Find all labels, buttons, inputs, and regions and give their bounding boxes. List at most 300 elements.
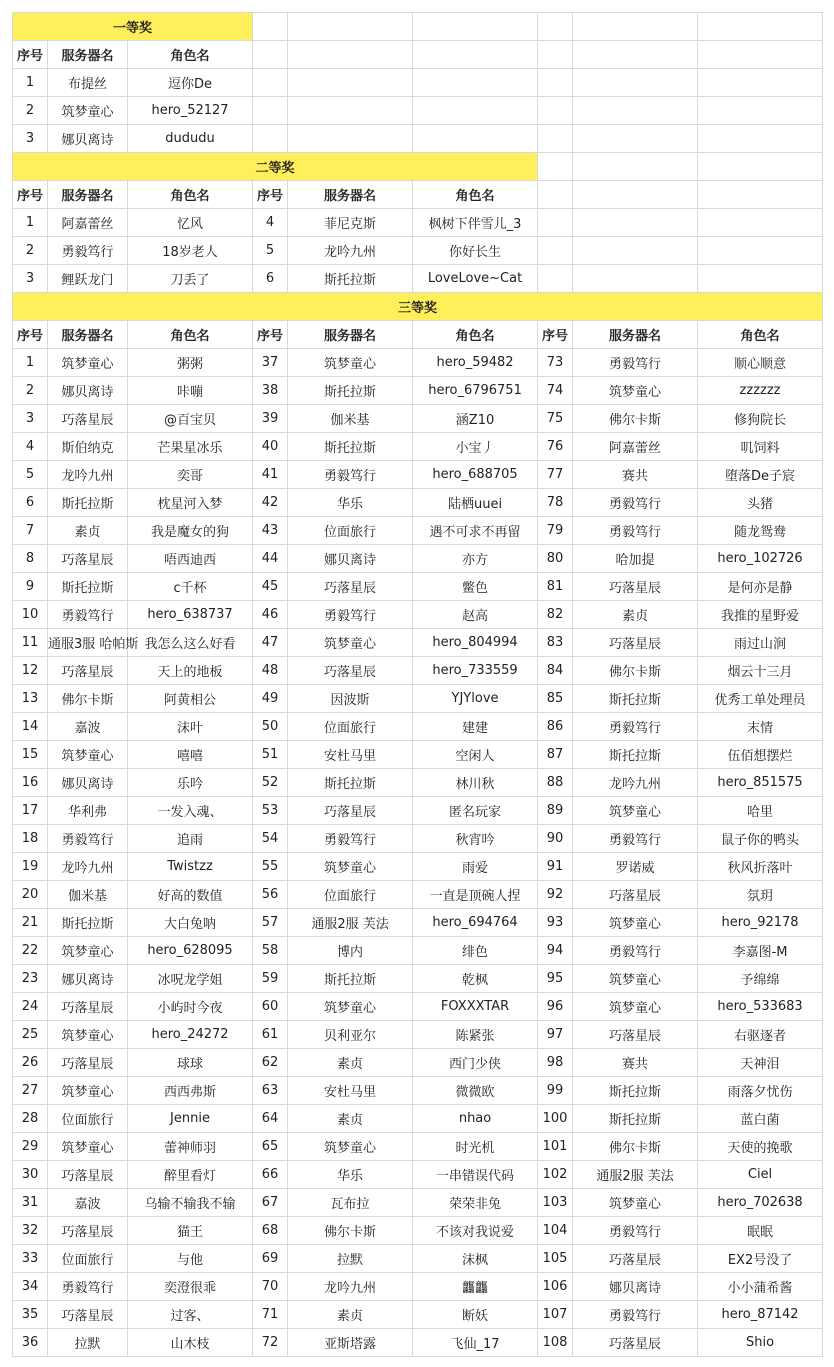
- empty-cell[interactable]: [413, 41, 538, 69]
- third-prize-role-cell[interactable]: hero_851575: [698, 769, 823, 797]
- first-prize-server-cell[interactable]: 布提丝: [48, 69, 128, 97]
- third-prize-role-cell[interactable]: hero_87142: [698, 1301, 823, 1329]
- third-prize-role-cell[interactable]: 西西弗斯: [128, 1077, 253, 1105]
- third-prize-server-cell[interactable]: 筑梦童心: [573, 909, 698, 937]
- third-prize-role-cell[interactable]: 奕澄很乖: [128, 1273, 253, 1301]
- third-prize-seq-cell[interactable]: 105: [538, 1245, 573, 1273]
- empty-cell[interactable]: [538, 209, 573, 237]
- third-prize-server-cell[interactable]: 龙吟九州: [288, 1273, 413, 1301]
- third-prize-seq-cell[interactable]: 99: [538, 1077, 573, 1105]
- first-prize-role-cell[interactable]: 逗你De: [128, 69, 253, 97]
- third-prize-seq-cell[interactable]: 64: [253, 1105, 288, 1133]
- second-prize-role-cell[interactable]: 枫树下伴雪儿_3: [413, 209, 538, 237]
- third-prize-server-cell[interactable]: 巧落星辰: [48, 1049, 128, 1077]
- third-prize-seq-cell[interactable]: 106: [538, 1273, 573, 1301]
- third-prize-seq-cell[interactable]: 3: [13, 405, 48, 433]
- empty-cell[interactable]: [253, 13, 288, 41]
- third-prize-role-cell[interactable]: 大白兔呐: [128, 909, 253, 937]
- third-prize-role-cell[interactable]: 追雨: [128, 825, 253, 853]
- third-prize-server-cell[interactable]: 拉默: [288, 1245, 413, 1273]
- third-prize-server-cell[interactable]: 勇毅笃行: [48, 825, 128, 853]
- third-prize-seq-cell[interactable]: 68: [253, 1217, 288, 1245]
- header-server[interactable]: 服务器名: [48, 321, 128, 349]
- third-prize-seq-cell[interactable]: 26: [13, 1049, 48, 1077]
- third-prize-server-cell[interactable]: 勇毅笃行: [573, 937, 698, 965]
- third-prize-server-cell[interactable]: 位面旅行: [288, 517, 413, 545]
- third-prize-server-cell[interactable]: 斯托拉斯: [48, 909, 128, 937]
- third-prize-seq-cell[interactable]: 85: [538, 685, 573, 713]
- third-prize-server-cell[interactable]: 筑梦童心: [288, 993, 413, 1021]
- third-prize-server-cell[interactable]: 通服3服 哈帕斯: [48, 629, 128, 657]
- third-prize-seq-cell[interactable]: 108: [538, 1329, 573, 1357]
- header-role[interactable]: 角色名: [698, 321, 823, 349]
- header-role[interactable]: 角色名: [128, 181, 253, 209]
- empty-cell[interactable]: [253, 97, 288, 125]
- third-prize-role-cell[interactable]: 叽饲料: [698, 433, 823, 461]
- third-prize-seq-cell[interactable]: 104: [538, 1217, 573, 1245]
- third-prize-seq-cell[interactable]: 4: [13, 433, 48, 461]
- third-prize-seq-cell[interactable]: 22: [13, 937, 48, 965]
- third-prize-role-cell[interactable]: 醉里看灯: [128, 1161, 253, 1189]
- first-prize-seq-cell[interactable]: 1: [13, 69, 48, 97]
- third-prize-server-cell[interactable]: 嘉波: [48, 1189, 128, 1217]
- empty-cell[interactable]: [573, 237, 698, 265]
- third-prize-role-cell[interactable]: 断妖: [413, 1301, 538, 1329]
- third-prize-seq-cell[interactable]: 21: [13, 909, 48, 937]
- third-prize-seq-cell[interactable]: 18: [13, 825, 48, 853]
- third-prize-seq-cell[interactable]: 59: [253, 965, 288, 993]
- third-prize-server-cell[interactable]: 巧落星辰: [48, 1301, 128, 1329]
- third-prize-seq-cell[interactable]: 76: [538, 433, 573, 461]
- third-prize-seq-cell[interactable]: 55: [253, 853, 288, 881]
- empty-cell[interactable]: [573, 69, 698, 97]
- third-prize-role-cell[interactable]: 头猪: [698, 489, 823, 517]
- third-prize-role-cell[interactable]: hero_688705: [413, 461, 538, 489]
- third-prize-seq-cell[interactable]: 52: [253, 769, 288, 797]
- third-prize-server-cell[interactable]: 勇毅笃行: [573, 713, 698, 741]
- third-prize-seq-cell[interactable]: 7: [13, 517, 48, 545]
- third-prize-server-cell[interactable]: 筑梦童心: [48, 1021, 128, 1049]
- third-prize-seq-cell[interactable]: 20: [13, 881, 48, 909]
- third-prize-seq-cell[interactable]: 8: [13, 545, 48, 573]
- empty-cell[interactable]: [538, 265, 573, 293]
- empty-cell[interactable]: [253, 125, 288, 153]
- third-prize-role-cell[interactable]: 一直是顶碗人捏: [413, 881, 538, 909]
- third-prize-seq-cell[interactable]: 6: [13, 489, 48, 517]
- third-prize-server-cell[interactable]: 勇毅笃行: [288, 461, 413, 489]
- third-prize-server-cell[interactable]: 因波斯: [288, 685, 413, 713]
- third-prize-server-cell[interactable]: 亚斯塔露: [288, 1329, 413, 1357]
- third-prize-role-cell[interactable]: Twistzz: [128, 853, 253, 881]
- second-prize-seq-cell[interactable]: 2: [13, 237, 48, 265]
- third-prize-seq-cell[interactable]: 34: [13, 1273, 48, 1301]
- third-prize-seq-cell[interactable]: 98: [538, 1049, 573, 1077]
- third-prize-server-cell[interactable]: 筑梦童心: [288, 853, 413, 881]
- third-prize-role-cell[interactable]: 氛玥: [698, 881, 823, 909]
- second-prize-server-cell[interactable]: 勇毅笃行: [48, 237, 128, 265]
- empty-cell[interactable]: [538, 13, 573, 41]
- third-prize-role-cell[interactable]: 李嘉图-M: [698, 937, 823, 965]
- third-prize-server-cell[interactable]: 筑梦童心: [48, 741, 128, 769]
- third-prize-role-cell[interactable]: 一发入魂、: [128, 797, 253, 825]
- header-seq[interactable]: 序号: [253, 181, 288, 209]
- third-prize-server-cell[interactable]: 筑梦童心: [288, 1133, 413, 1161]
- third-prize-role-cell[interactable]: 乾枫: [413, 965, 538, 993]
- third-prize-server-cell[interactable]: 斯托拉斯: [573, 1105, 698, 1133]
- third-prize-role-cell[interactable]: 阿黄相公: [128, 685, 253, 713]
- third-prize-seq-cell[interactable]: 89: [538, 797, 573, 825]
- third-prize-seq-cell[interactable]: 61: [253, 1021, 288, 1049]
- third-prize-server-cell[interactable]: 筑梦童心: [48, 937, 128, 965]
- third-prize-server-cell[interactable]: 巧落星辰: [573, 1329, 698, 1357]
- empty-cell[interactable]: [288, 69, 413, 97]
- third-prize-server-cell[interactable]: 巧落星辰: [288, 657, 413, 685]
- third-prize-server-cell[interactable]: 赛共: [573, 1049, 698, 1077]
- empty-cell[interactable]: [538, 41, 573, 69]
- empty-cell[interactable]: [253, 69, 288, 97]
- third-prize-server-cell[interactable]: 筑梦童心: [573, 377, 698, 405]
- third-prize-seq-cell[interactable]: 84: [538, 657, 573, 685]
- third-prize-seq-cell[interactable]: 49: [253, 685, 288, 713]
- third-prize-server-cell[interactable]: 巧落星辰: [573, 881, 698, 909]
- third-prize-server-cell[interactable]: 位面旅行: [288, 881, 413, 909]
- second-prize-server-cell[interactable]: 阿嘉蕾丝: [48, 209, 128, 237]
- third-prize-role-cell[interactable]: 与他: [128, 1245, 253, 1273]
- header-server[interactable]: 服务器名: [288, 181, 413, 209]
- third-prize-server-cell[interactable]: 位面旅行: [48, 1245, 128, 1273]
- third-prize-role-cell[interactable]: hero_733559: [413, 657, 538, 685]
- third-prize-role-cell[interactable]: hero_533683: [698, 993, 823, 1021]
- third-prize-seq-cell[interactable]: 33: [13, 1245, 48, 1273]
- third-prize-seq-cell[interactable]: 37: [253, 349, 288, 377]
- third-prize-server-cell[interactable]: 哈加提: [573, 545, 698, 573]
- third-prize-role-cell[interactable]: 秋宵吟: [413, 825, 538, 853]
- third-prize-server-cell[interactable]: 斯伯纳克: [48, 433, 128, 461]
- third-prize-server-cell[interactable]: 巧落星辰: [573, 573, 698, 601]
- third-prize-server-cell[interactable]: 拉默: [48, 1329, 128, 1357]
- empty-cell[interactable]: [573, 13, 698, 41]
- third-prize-seq-cell[interactable]: 102: [538, 1161, 573, 1189]
- third-prize-server-cell[interactable]: 伽米基: [288, 405, 413, 433]
- third-prize-server-cell[interactable]: 筑梦童心: [288, 349, 413, 377]
- third-prize-title[interactable]: 三等奖: [13, 293, 823, 321]
- third-prize-seq-cell[interactable]: 12: [13, 657, 48, 685]
- second-prize-role-cell[interactable]: 你好长生: [413, 237, 538, 265]
- third-prize-role-cell[interactable]: hero_59482: [413, 349, 538, 377]
- third-prize-server-cell[interactable]: 通服2服 芙法: [573, 1161, 698, 1189]
- third-prize-server-cell[interactable]: 龙吟九州: [573, 769, 698, 797]
- third-prize-seq-cell[interactable]: 48: [253, 657, 288, 685]
- third-prize-seq-cell[interactable]: 56: [253, 881, 288, 909]
- empty-cell[interactable]: [573, 97, 698, 125]
- third-prize-seq-cell[interactable]: 19: [13, 853, 48, 881]
- third-prize-role-cell[interactable]: hero_702638: [698, 1189, 823, 1217]
- second-prize-title[interactable]: 二等奖: [13, 153, 538, 181]
- third-prize-role-cell[interactable]: 赵高: [413, 601, 538, 629]
- third-prize-seq-cell[interactable]: 2: [13, 377, 48, 405]
- third-prize-role-cell[interactable]: 球球: [128, 1049, 253, 1077]
- third-prize-seq-cell[interactable]: 73: [538, 349, 573, 377]
- third-prize-server-cell[interactable]: 斯托拉斯: [288, 769, 413, 797]
- third-prize-seq-cell[interactable]: 65: [253, 1133, 288, 1161]
- third-prize-seq-cell[interactable]: 9: [13, 573, 48, 601]
- third-prize-seq-cell[interactable]: 63: [253, 1077, 288, 1105]
- third-prize-role-cell[interactable]: 末情: [698, 713, 823, 741]
- third-prize-role-cell[interactable]: 不该对我说爱: [413, 1217, 538, 1245]
- empty-cell[interactable]: [698, 125, 823, 153]
- third-prize-role-cell[interactable]: 沫叶: [128, 713, 253, 741]
- third-prize-role-cell[interactable]: 山木枝: [128, 1329, 253, 1357]
- third-prize-role-cell[interactable]: Jennie: [128, 1105, 253, 1133]
- third-prize-server-cell[interactable]: 赛共: [573, 461, 698, 489]
- third-prize-seq-cell[interactable]: 96: [538, 993, 573, 1021]
- third-prize-role-cell[interactable]: 冰呪龙学姐: [128, 965, 253, 993]
- empty-cell[interactable]: [573, 125, 698, 153]
- third-prize-role-cell[interactable]: EX2号没了: [698, 1245, 823, 1273]
- third-prize-role-cell[interactable]: hero_638737: [128, 601, 253, 629]
- header-seq[interactable]: 序号: [13, 181, 48, 209]
- third-prize-seq-cell[interactable]: 103: [538, 1189, 573, 1217]
- empty-cell[interactable]: [698, 97, 823, 125]
- third-prize-seq-cell[interactable]: 1: [13, 349, 48, 377]
- third-prize-seq-cell[interactable]: 51: [253, 741, 288, 769]
- third-prize-seq-cell[interactable]: 93: [538, 909, 573, 937]
- third-prize-role-cell[interactable]: 堕落De子宸: [698, 461, 823, 489]
- third-prize-server-cell[interactable]: 巧落星辰: [48, 993, 128, 1021]
- third-prize-server-cell[interactable]: 龙吟九州: [48, 853, 128, 881]
- third-prize-seq-cell[interactable]: 32: [13, 1217, 48, 1245]
- third-prize-server-cell[interactable]: 筑梦童心: [573, 993, 698, 1021]
- third-prize-seq-cell[interactable]: 57: [253, 909, 288, 937]
- third-prize-seq-cell[interactable]: 95: [538, 965, 573, 993]
- third-prize-role-cell[interactable]: 哈里: [698, 797, 823, 825]
- third-prize-seq-cell[interactable]: 90: [538, 825, 573, 853]
- third-prize-role-cell[interactable]: Ciel: [698, 1161, 823, 1189]
- third-prize-seq-cell[interactable]: 17: [13, 797, 48, 825]
- third-prize-server-cell[interactable]: 佛尔卡斯: [573, 1133, 698, 1161]
- third-prize-seq-cell[interactable]: 15: [13, 741, 48, 769]
- third-prize-server-cell[interactable]: 勇毅笃行: [573, 825, 698, 853]
- third-prize-role-cell[interactable]: 奕哥: [128, 461, 253, 489]
- third-prize-role-cell[interactable]: 枕星河入梦: [128, 489, 253, 517]
- third-prize-server-cell[interactable]: 勇毅笃行: [288, 825, 413, 853]
- third-prize-server-cell[interactable]: 瓦布拉: [288, 1189, 413, 1217]
- third-prize-server-cell[interactable]: 斯托拉斯: [573, 1077, 698, 1105]
- third-prize-role-cell[interactable]: 陈紧张: [413, 1021, 538, 1049]
- third-prize-server-cell[interactable]: 位面旅行: [48, 1105, 128, 1133]
- empty-cell[interactable]: [288, 97, 413, 125]
- empty-cell[interactable]: [288, 41, 413, 69]
- third-prize-server-cell[interactable]: 斯托拉斯: [288, 433, 413, 461]
- third-prize-seq-cell[interactable]: 27: [13, 1077, 48, 1105]
- third-prize-role-cell[interactable]: hero_6796751: [413, 377, 538, 405]
- third-prize-role-cell[interactable]: 嘻嘻: [128, 741, 253, 769]
- empty-cell[interactable]: [698, 237, 823, 265]
- third-prize-role-cell[interactable]: 鳖色: [413, 573, 538, 601]
- third-prize-server-cell[interactable]: 娜贝离诗: [48, 769, 128, 797]
- second-prize-role-cell[interactable]: 刀丢了: [128, 265, 253, 293]
- header-server[interactable]: 服务器名: [48, 41, 128, 69]
- empty-cell[interactable]: [573, 153, 698, 181]
- third-prize-role-cell[interactable]: 陆栖uuei: [413, 489, 538, 517]
- third-prize-role-cell[interactable]: 遇不可求不再留: [413, 517, 538, 545]
- third-prize-role-cell[interactable]: Shio: [698, 1329, 823, 1357]
- third-prize-role-cell[interactable]: 雨落夕忧伤: [698, 1077, 823, 1105]
- header-role[interactable]: 角色名: [413, 181, 538, 209]
- empty-cell[interactable]: [288, 125, 413, 153]
- third-prize-role-cell[interactable]: 雨过山涧: [698, 629, 823, 657]
- empty-cell[interactable]: [573, 41, 698, 69]
- third-prize-role-cell[interactable]: 小屿时今夜: [128, 993, 253, 1021]
- third-prize-server-cell[interactable]: 斯托拉斯: [573, 741, 698, 769]
- header-seq[interactable]: 序号: [13, 41, 48, 69]
- third-prize-server-cell[interactable]: 筑梦童心: [573, 965, 698, 993]
- third-prize-seq-cell[interactable]: 44: [253, 545, 288, 573]
- third-prize-seq-cell[interactable]: 47: [253, 629, 288, 657]
- third-prize-seq-cell[interactable]: 24: [13, 993, 48, 1021]
- third-prize-role-cell[interactable]: 亦方: [413, 545, 538, 573]
- third-prize-seq-cell[interactable]: 58: [253, 937, 288, 965]
- empty-cell[interactable]: [538, 97, 573, 125]
- third-prize-seq-cell[interactable]: 43: [253, 517, 288, 545]
- third-prize-role-cell[interactable]: FOXXXTAR: [413, 993, 538, 1021]
- second-prize-server-cell[interactable]: 龙吟九州: [288, 237, 413, 265]
- third-prize-seq-cell[interactable]: 97: [538, 1021, 573, 1049]
- third-prize-server-cell[interactable]: 勇毅笃行: [573, 517, 698, 545]
- third-prize-seq-cell[interactable]: 30: [13, 1161, 48, 1189]
- third-prize-server-cell[interactable]: 勇毅笃行: [573, 349, 698, 377]
- third-prize-seq-cell[interactable]: 54: [253, 825, 288, 853]
- third-prize-seq-cell[interactable]: 69: [253, 1245, 288, 1273]
- third-prize-server-cell[interactable]: 巧落星辰: [48, 405, 128, 433]
- third-prize-server-cell[interactable]: 勇毅笃行: [48, 1273, 128, 1301]
- third-prize-server-cell[interactable]: 勇毅笃行: [48, 601, 128, 629]
- third-prize-role-cell[interactable]: 咔嘣: [128, 377, 253, 405]
- third-prize-seq-cell[interactable]: 72: [253, 1329, 288, 1357]
- third-prize-role-cell[interactable]: 猫王: [128, 1217, 253, 1245]
- third-prize-role-cell[interactable]: 修狗院长: [698, 405, 823, 433]
- third-prize-role-cell[interactable]: 右驱逐者: [698, 1021, 823, 1049]
- third-prize-server-cell[interactable]: 佛尔卡斯: [573, 405, 698, 433]
- third-prize-server-cell[interactable]: 位面旅行: [288, 713, 413, 741]
- third-prize-server-cell[interactable]: 筑梦童心: [573, 797, 698, 825]
- third-prize-seq-cell[interactable]: 13: [13, 685, 48, 713]
- third-prize-server-cell[interactable]: 娜贝离诗: [573, 1273, 698, 1301]
- third-prize-server-cell[interactable]: 罗诺威: [573, 853, 698, 881]
- third-prize-role-cell[interactable]: hero_92178: [698, 909, 823, 937]
- empty-cell[interactable]: [288, 13, 413, 41]
- third-prize-role-cell[interactable]: hero_24272: [128, 1021, 253, 1049]
- third-prize-role-cell[interactable]: zzzzzz: [698, 377, 823, 405]
- third-prize-seq-cell[interactable]: 29: [13, 1133, 48, 1161]
- third-prize-role-cell[interactable]: 飞仙_17: [413, 1329, 538, 1357]
- third-prize-role-cell[interactable]: 荣荣非兔: [413, 1189, 538, 1217]
- third-prize-seq-cell[interactable]: 94: [538, 937, 573, 965]
- third-prize-server-cell[interactable]: 巧落星辰: [288, 797, 413, 825]
- third-prize-role-cell[interactable]: 小小蒲希酱: [698, 1273, 823, 1301]
- third-prize-role-cell[interactable]: 龘龘: [413, 1273, 538, 1301]
- third-prize-role-cell[interactable]: hero_804994: [413, 629, 538, 657]
- third-prize-role-cell[interactable]: 空闲人: [413, 741, 538, 769]
- empty-cell[interactable]: [698, 13, 823, 41]
- second-prize-server-cell[interactable]: 菲尼克斯: [288, 209, 413, 237]
- first-prize-title[interactable]: 一等奖: [13, 13, 253, 41]
- third-prize-role-cell[interactable]: 天上的地板: [128, 657, 253, 685]
- third-prize-role-cell[interactable]: 小宝丿: [413, 433, 538, 461]
- third-prize-server-cell[interactable]: 华利弗: [48, 797, 128, 825]
- third-prize-seq-cell[interactable]: 39: [253, 405, 288, 433]
- header-server[interactable]: 服务器名: [573, 321, 698, 349]
- third-prize-role-cell[interactable]: 我是魔女的狗: [128, 517, 253, 545]
- empty-cell[interactable]: [413, 97, 538, 125]
- third-prize-server-cell[interactable]: 佛尔卡斯: [288, 1217, 413, 1245]
- third-prize-role-cell[interactable]: nhao: [413, 1105, 538, 1133]
- third-prize-seq-cell[interactable]: 31: [13, 1189, 48, 1217]
- third-prize-role-cell[interactable]: 好高的数值: [128, 881, 253, 909]
- second-prize-seq-cell[interactable]: 4: [253, 209, 288, 237]
- third-prize-seq-cell[interactable]: 60: [253, 993, 288, 1021]
- third-prize-role-cell[interactable]: 鼠子你的鸭头: [698, 825, 823, 853]
- third-prize-seq-cell[interactable]: 42: [253, 489, 288, 517]
- third-prize-server-cell[interactable]: 娜贝离诗: [48, 965, 128, 993]
- third-prize-role-cell[interactable]: 顺心顺意: [698, 349, 823, 377]
- empty-cell[interactable]: [413, 13, 538, 41]
- third-prize-seq-cell[interactable]: 100: [538, 1105, 573, 1133]
- third-prize-server-cell[interactable]: 素贞: [288, 1301, 413, 1329]
- second-prize-seq-cell[interactable]: 6: [253, 265, 288, 293]
- empty-cell[interactable]: [538, 237, 573, 265]
- empty-cell[interactable]: [573, 209, 698, 237]
- third-prize-role-cell[interactable]: 乌输不输我不输: [128, 1189, 253, 1217]
- empty-cell[interactable]: [413, 69, 538, 97]
- third-prize-role-cell[interactable]: 西门少侠: [413, 1049, 538, 1077]
- third-prize-server-cell[interactable]: 安杜马里: [288, 741, 413, 769]
- third-prize-role-cell[interactable]: 眠眠: [698, 1217, 823, 1245]
- third-prize-server-cell[interactable]: 巧落星辰: [48, 545, 128, 573]
- third-prize-server-cell[interactable]: 龙吟九州: [48, 461, 128, 489]
- third-prize-server-cell[interactable]: 筑梦童心: [288, 629, 413, 657]
- third-prize-role-cell[interactable]: 涵Z10: [413, 405, 538, 433]
- third-prize-role-cell[interactable]: 天神泪: [698, 1049, 823, 1077]
- header-server[interactable]: 服务器名: [288, 321, 413, 349]
- second-prize-server-cell[interactable]: 斯托拉斯: [288, 265, 413, 293]
- third-prize-role-cell[interactable]: 蕾神师羽: [128, 1133, 253, 1161]
- third-prize-server-cell[interactable]: 素贞: [288, 1105, 413, 1133]
- empty-cell[interactable]: [698, 41, 823, 69]
- third-prize-server-cell[interactable]: 巧落星辰: [573, 629, 698, 657]
- third-prize-seq-cell[interactable]: 5: [13, 461, 48, 489]
- third-prize-seq-cell[interactable]: 62: [253, 1049, 288, 1077]
- third-prize-seq-cell[interactable]: 66: [253, 1161, 288, 1189]
- third-prize-seq-cell[interactable]: 79: [538, 517, 573, 545]
- third-prize-role-cell[interactable]: 建建: [413, 713, 538, 741]
- third-prize-server-cell[interactable]: 斯托拉斯: [48, 489, 128, 517]
- third-prize-role-cell[interactable]: 随龙鸳鸯: [698, 517, 823, 545]
- third-prize-server-cell[interactable]: 佛尔卡斯: [48, 685, 128, 713]
- empty-cell[interactable]: [573, 265, 698, 293]
- third-prize-server-cell[interactable]: 博内: [288, 937, 413, 965]
- third-prize-seq-cell[interactable]: 25: [13, 1021, 48, 1049]
- third-prize-role-cell[interactable]: 是何亦是静: [698, 573, 823, 601]
- empty-cell[interactable]: [698, 265, 823, 293]
- header-seq[interactable]: 序号: [13, 321, 48, 349]
- empty-cell[interactable]: [538, 69, 573, 97]
- third-prize-role-cell[interactable]: 予绵绵: [698, 965, 823, 993]
- third-prize-server-cell[interactable]: 佛尔卡斯: [573, 657, 698, 685]
- third-prize-server-cell[interactable]: 巧落星辰: [288, 573, 413, 601]
- header-role[interactable]: 角色名: [128, 321, 253, 349]
- empty-cell[interactable]: [698, 181, 823, 209]
